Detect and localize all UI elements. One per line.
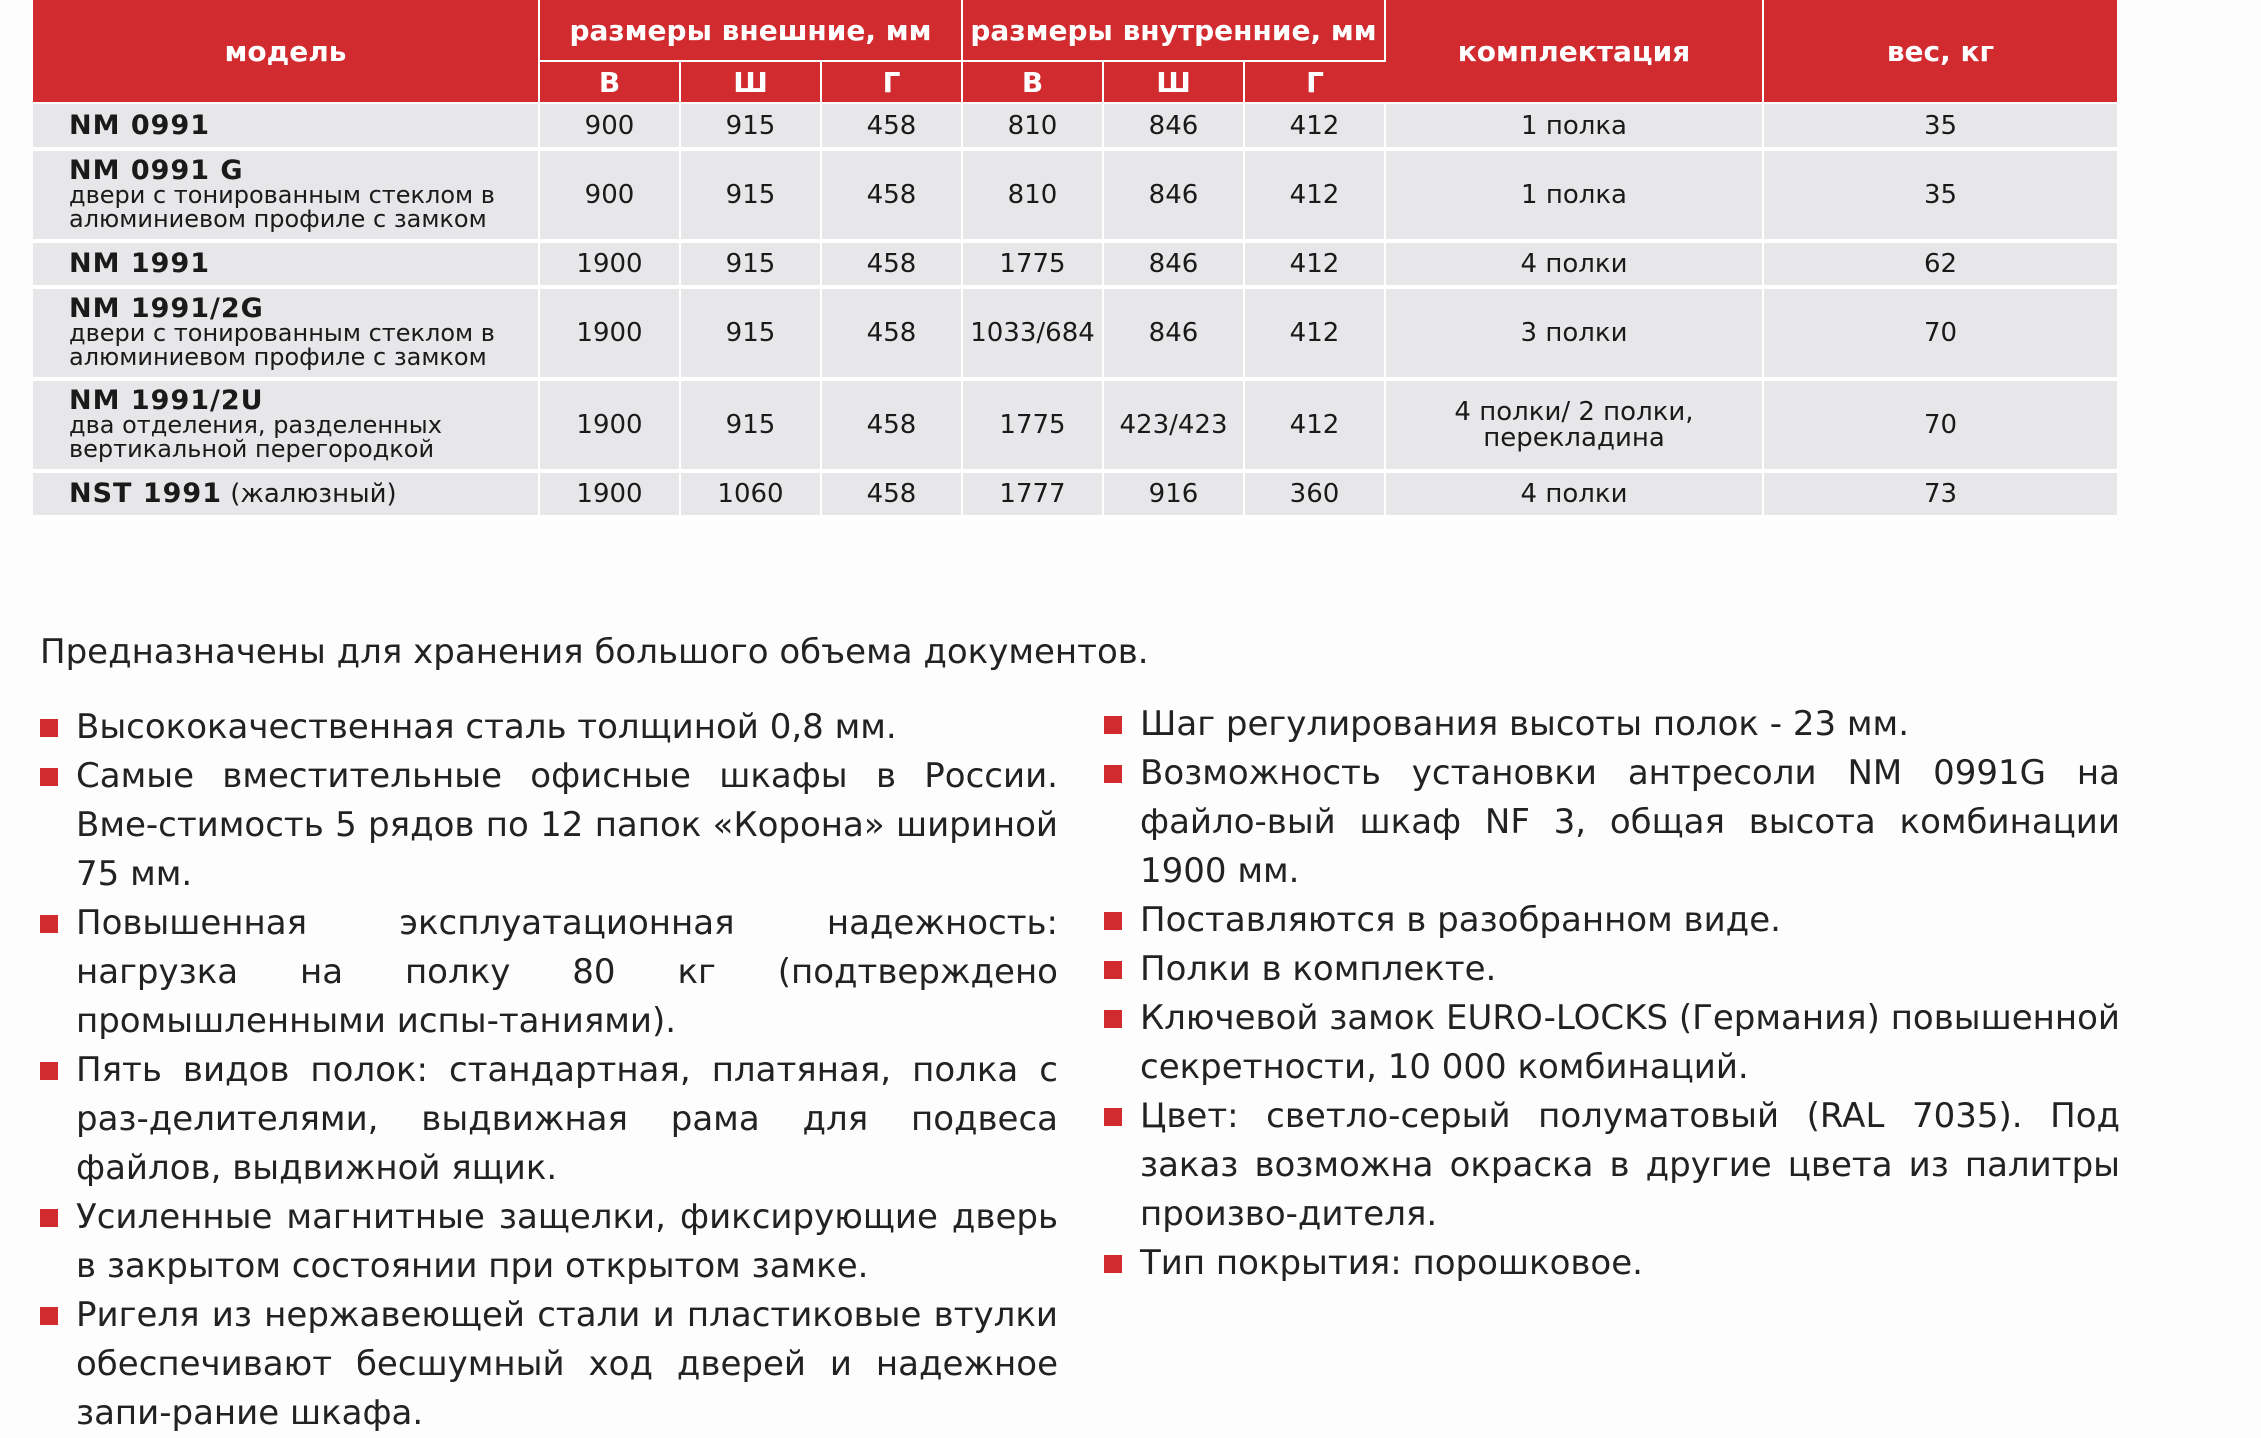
weight-cell: 35 [1763, 103, 2117, 149]
header-model: модель [33, 0, 539, 103]
feature-text: Поставляются в разобранном виде. [1140, 900, 1781, 940]
feature-item [1104, 700, 2120, 749]
outer-width-cell: 915 [680, 241, 821, 287]
feature-item [1104, 1239, 2120, 1288]
outer-width-cell: 1060 [680, 471, 821, 517]
inner-height-cell: 1777 [962, 471, 1103, 517]
model-name: NM 0991 G [69, 155, 244, 186]
equipment-line: 4 полки/ 2 полки, [1454, 397, 1694, 427]
equipment-cell [1385, 379, 1763, 471]
features-list-left [40, 703, 1058, 1438]
subheader-inner-height: В [962, 61, 1103, 103]
outer-depth-cell: 458 [821, 379, 962, 471]
outer-height-cell: 900 [539, 149, 680, 241]
table-row [33, 241, 2117, 287]
inner-depth-cell: 360 [1244, 471, 1385, 517]
outer-depth-cell: 458 [821, 103, 962, 149]
inner-height-cell: 1775 [962, 241, 1103, 287]
model-name: NST 1991 [69, 478, 223, 509]
outer-width-cell: 915 [680, 149, 821, 241]
feature-text: Самые вместительные офисные шкафы в России. Вме-стимость 5 рядов по 12 папок «Корона» шириной 75 мм. [76, 756, 1058, 894]
inner-depth-cell: 412 [1244, 241, 1385, 287]
table-row [33, 287, 2117, 379]
feature-text: Полки в комплекте. [1140, 949, 1497, 989]
model-description: вертикальной перегородкой [69, 435, 435, 463]
feature-item [40, 1046, 1058, 1193]
inner-height-cell: 810 [962, 149, 1103, 241]
feature-item [40, 752, 1058, 899]
feature-text: Ключевой замок EURO-LOCKS (Германия) повышенной секретности, 10 000 комбинаций. [1140, 998, 2120, 1087]
model-description: двери с тонированным стеклом в [69, 181, 495, 209]
outer-height-cell: 1900 [539, 471, 680, 517]
model-cell [33, 103, 539, 149]
inner-width-cell: 846 [1103, 287, 1244, 379]
feature-text: Шаг регулирования высоты полок - 23 мм. [1140, 704, 1910, 744]
intro-text: Предназначены для хранения большого объема документов. [40, 632, 1149, 672]
feature-item [40, 899, 1058, 1046]
inner-width-cell: 846 [1103, 241, 1244, 287]
model-description: алюминиевом профиле с замком [69, 343, 487, 371]
model-name: NM 0991 [69, 109, 211, 141]
model-cell [33, 471, 539, 517]
bullet-square-icon [1104, 1010, 1122, 1028]
feature-item [40, 1193, 1058, 1291]
outer-width-cell: 915 [680, 379, 821, 471]
header-row [33, 0, 2117, 61]
equipment-line: 3 полки [1520, 318, 1628, 348]
header-weight: вес, кг [1763, 0, 2117, 103]
subheader-inner-depth: Г [1244, 61, 1385, 103]
equipment-cell [1385, 241, 1763, 287]
equipment-cell [1385, 471, 1763, 517]
model-cell [33, 379, 539, 471]
header-outer-dims: размеры внешние, мм [539, 0, 962, 61]
outer-height-cell: 900 [539, 103, 680, 149]
bullet-square-icon [1104, 961, 1122, 979]
equipment-cell [1385, 103, 1763, 149]
model-description: двери с тонированным стеклом в [69, 319, 495, 347]
feature-item [40, 703, 1058, 752]
equipment-cell [1385, 149, 1763, 241]
weight-cell: 70 [1763, 379, 2117, 471]
inner-height-cell: 1775 [962, 379, 1103, 471]
subheader-inner-width: Ш [1103, 61, 1244, 103]
table-body [33, 103, 2117, 517]
bullet-square-icon [1104, 765, 1122, 783]
outer-height-cell: 1900 [539, 379, 680, 471]
feature-item [1104, 749, 2120, 896]
outer-height-cell: 1900 [539, 287, 680, 379]
subheader-outer-height: В [539, 61, 680, 103]
feature-text: Возможность установки антресоли NM 0991G на файло-вый шкаф NF 3, общая высота комбинации 1900 мм. [1140, 753, 2120, 891]
feature-item [1104, 1092, 2120, 1239]
inner-width-cell: 423/423 [1103, 379, 1244, 471]
equipment-line: 1 полка [1521, 110, 1627, 141]
inner-depth-cell: 412 [1244, 287, 1385, 379]
equipment-line: 1 полка [1521, 180, 1627, 210]
inner-depth-cell: 412 [1244, 149, 1385, 241]
subheader-outer-depth: Г [821, 61, 962, 103]
subheader-outer-width: Ш [680, 61, 821, 103]
model-name: NM 1991/2U [69, 385, 264, 416]
bullet-square-icon [1104, 912, 1122, 930]
bullet-square-icon [40, 1062, 58, 1080]
model-name: NM 1991 [69, 248, 211, 279]
header-inner-dims: размеры внутренние, мм [962, 0, 1385, 61]
bullet-square-icon [1104, 716, 1122, 734]
bullet-square-icon [40, 915, 58, 933]
weight-cell: 35 [1763, 149, 2117, 241]
feature-text: Усиленные магнитные защелки, фиксирующие дверь в закрытом состоянии при открытом замке. [76, 1197, 1058, 1286]
inner-width-cell: 846 [1103, 103, 1244, 149]
outer-depth-cell: 458 [821, 471, 962, 517]
outer-height-cell: 1900 [539, 241, 680, 287]
outer-depth-cell: 458 [821, 287, 962, 379]
feature-item [40, 1291, 1058, 1438]
bullet-square-icon [40, 768, 58, 786]
model-suffix: (жалюзный) [230, 479, 397, 509]
equipment-cell [1385, 287, 1763, 379]
outer-depth-cell: 458 [821, 241, 962, 287]
feature-text: Ригеля из нержавеющей стали и пластиковые втулки обеспечивают бесшумный ход дверей и надежное запи-рание шкафа. [76, 1295, 1058, 1433]
weight-cell: 73 [1763, 471, 2117, 517]
bullet-square-icon [40, 1307, 58, 1325]
inner-depth-cell: 412 [1244, 103, 1385, 149]
outer-depth-cell: 458 [821, 149, 962, 241]
table-row [33, 379, 2117, 471]
model-cell [33, 149, 539, 241]
header-equipment: комплектация [1385, 0, 1763, 103]
bullet-square-icon [1104, 1255, 1122, 1273]
model-name: NM 1991/2G [69, 293, 264, 324]
inner-depth-cell: 412 [1244, 379, 1385, 471]
spec-table [33, 0, 2117, 519]
model-cell [33, 287, 539, 379]
outer-width-cell: 915 [680, 287, 821, 379]
features-list-right [1104, 700, 2120, 1288]
feature-item [1104, 896, 2120, 945]
table-row [33, 149, 2117, 241]
model-description: алюминиевом профиле с замком [69, 205, 487, 233]
weight-cell: 62 [1763, 241, 2117, 287]
bullet-square-icon [1104, 1108, 1122, 1126]
feature-text: Цвет: светло-серый полуматовый (RAL 7035). Под заказ возможна окраска в другие цвета из палитры произво-дителя. [1140, 1096, 2120, 1234]
feature-item [1104, 994, 2120, 1092]
inner-height-cell: 1033/684 [962, 287, 1103, 379]
table-row [33, 471, 2117, 517]
feature-text: Пять видов полок: стандартная, платяная, полка с раз-делителями, выдвижная рама для подвеса файлов, выдвижной ящик. [76, 1050, 1058, 1188]
feature-item [1104, 945, 2120, 994]
feature-text: Повышенная эксплуатационная надежность: нагрузка на полку 80 кг (подтверждено промышленными испы-таниями). [76, 903, 1058, 1041]
bullet-square-icon [40, 1209, 58, 1227]
bullet-square-icon [40, 719, 58, 737]
equipment-line: перекладина [1483, 423, 1665, 453]
inner-width-cell: 846 [1103, 149, 1244, 241]
table-row [33, 103, 2117, 149]
inner-width-cell: 916 [1103, 471, 1244, 517]
feature-text: Тип покрытия: порошковое. [1140, 1243, 1643, 1283]
feature-text: Высококачественная сталь толщиной 0,8 мм. [76, 707, 897, 747]
outer-width-cell: 915 [680, 103, 821, 149]
model-description: два отделения, разделенных [69, 411, 442, 439]
equipment-line: 4 полки [1520, 479, 1628, 509]
inner-height-cell: 810 [962, 103, 1103, 149]
weight-cell: 70 [1763, 287, 2117, 379]
model-cell [33, 241, 539, 287]
equipment-line: 4 полки [1520, 249, 1628, 279]
